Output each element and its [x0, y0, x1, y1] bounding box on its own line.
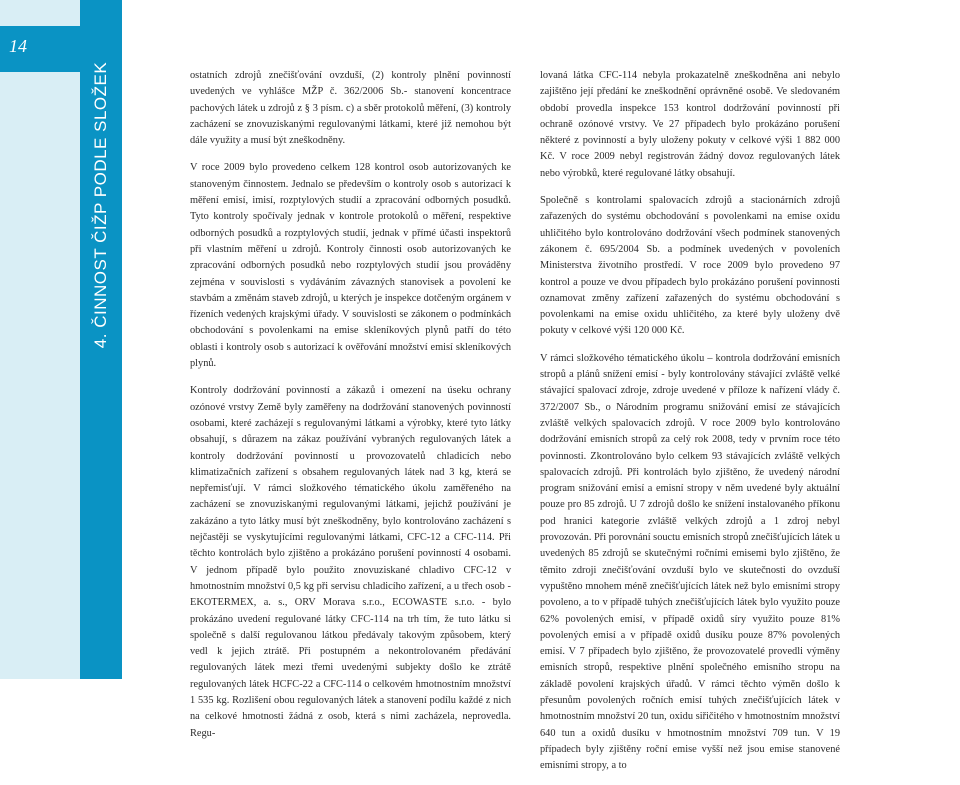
side-margin-strip	[0, 0, 80, 679]
paragraph: lovaná látka CFC-114 nebyla prokazatelně zneškodněna ani nebylo zajištěno její předání ke zneškodnění oprávněné osobě. Ve sledovaném období provedla inspekce 153 kontrol dodržování povinností při ochraně ozónové vrstvy. Ve 27 případech bylo prokázáno porušení některé z povinností a byly uloženy pokuty v celkové výši 1 882 000 Kč. V roce 2009 nebyl registrován žádný dovoz regulovaných látek nebo výrobků, které regulované látky obsahují.	[540, 70, 840, 179]
page-number: 14	[9, 36, 27, 56]
text-column-right	[540, 68, 840, 785]
paragraph: Společně s kontrolami spalovacích zdrojů a stacionárních zdrojů zařazených do systému obchodování s povolenkami na emise oxidu uhličitého bylo kontrolováno dodržování všech podmínek stanovených zákonem č. 695/2004 Sb. a podmínek uvedených v povoleních Ministerstva životního prostředí. V roce 2009 bylo provedeno 97 kontrol a pouze ve dvou případech bylo prokázáno porušení povinnosti oznamovat změny zařízení zařazených do systému obchodování s povolenkami na emise oxidu uhličitého, za které byly uloženy dvě pokuty v celkové výši 120 000 Kč.	[540, 195, 840, 337]
paragraph: V rámci složkového tématického úkolu – kontrola dodržování emisních stropů a plánů snížení emisí - byly kontrolovány stávající zvláště velké stávající spalovací zdroje, zdroje uvedené v příloze k nařízení vlády č. 372/2007 Sb., o Národním programu snižování emisí ze stávajících zvláště velkých spalovacích zdrojů. V roce 2009 bylo kontrolováno dodržování emisních stropů za celý rok 2008, tedy v prvním roce této povinnosti. Zkontrolováno bylo celkem 93 stávajících zvláště velkých spalovacích zdrojů. Při kontrolách bylo zjištěno, že uvedený národní program snižování emisí a emisní stropy v něm uvedené byly aktuální pouze pro 85 zdrojů. U 7 zdrojů došlo ke snížení instalovaného příkonu pod hranici kategorie zvláště velkých zdrojů a 1 zdroj nebyl provozován. Při porovnání souctu emisních stropů znečišťujících látek u uvedených 85 zdrojů se skutečnými ročními emisemi bylo zjištěno, že těmito zdroji znečišťování ovzduší bylo ve skutečnosti do ovzduší vypuštěno mnohem méně znečišťujících látek než bylo emisními stropy povoleno, a to v případě tuhých znečišťujících látek bylo využito pouze 62% povolených emisí, v případě oxidů síry využito pouze 81% povolených emisí a v případě oxidů dusíku pouze 87% povolených emisí. V 7 případech bylo zjištěno, že provozovatelé provedli výměny emisních stropů, respektive plnění společného emisního stropu na základě povolení krajských úřadů. V rámci těchto výměn došlo k přesunům povolených ročních emisí tuhých znečišťujících látek v hmotnostním množství 20 tun, oxidu siřičitého v hmotnostním množství 640 tun a oxidů dusíku v hmotnostním množství 709 tun. V 19 případech byly zjištěny roční emise vyšší než jsou emise stanovené emisními stropy, a to	[540, 352, 841, 772]
paragraph: Kontroly dodržování povinností a zákazů i omezení na úseku ochrany ozónové vrstvy Země byly zaměřeny na dodržování stanovených povinností osobami, které zacházejí s regulovanými látkami a výrobky, které tyto látky obsahují, s důrazem na zákaz používání vybraných regulovaných látek a kontroly dodržování povinností u provozovatelů chladicích nebo klimatizačních zařízení s obsahem regulovaných látek nad 3 kg, která se nepřemisťují. V rámci složkového tématického úkolu zaměřeného na zacházení se znovuziskanými regulovanými látkami, jejichž používání je zakázáno a tyto látky musí být zneškodněny, bylo kontrolováno zacházení s nejčastěji se vyskytujícími regulovanými látkami, CFC-12 a CFC-114. Při těchto kontrolách bylo zjištěno a prokázáno porušení povinností 4 osobami. V jednom případě bylo použito znovuziskané chladivo CFC-12 v hmotnostním množství 0,5 kg při servisu chladicího zařízení, a u třech osob - EKOTERMEX, a. s., ORV Morava s.r.o., ECOWASTE s.r.o. - bylo prokázáno uvedení regulované látky CFC-114 na trh tím, že tuto látku si společně s další regulovanou látkou předávaly takovým způsobem, který vedl k jejich ztrátě. Při postupném a nekontrolovaném předávání regulovaných látek mezi třemi uvedenými subjekty došlo ke ztrátě regulovaných látek HCFC-22 a CFC-114 o celkovém hmotnostním množství 1 535 kg. Rozlišení obou regulovaných látek a stanovení podílu každé z nich na celkové hmotnosti žádná z osob, která s nimi zacházela, neprovedla. Regu-	[190, 385, 511, 739]
chapter-title: 4. ČINNOST ČIŽP PODLE SLOŽEK	[91, 61, 110, 349]
paragraph: ostatních zdrojů znečišťování ovzduší, (2) kontroly plnění povinností uvedených ve vyhlášce MŽP č. 362/2006 Sb.- stanovení koncentrace pachových látek u zdrojů z § 3 písm. c) a sběr protokolů měření, (3) kontroly zacházení se znovuziskanými regulovanými látkami, které již nemohou být dále využity a musí být zneškodněny.	[190, 70, 511, 147]
paragraph: V roce 2009 bylo provedeno celkem 128 kontrol osob autorizovaných ke stanoveným činnostem. Jednalo se především o kontroly osob s autorizací k měření emisí, imisí, rozptylových studií a zpracování odborných posudků. Tyto kontroly spočívaly jednak v kontrole protokolů o měření, respektive odborných posudků a rozptylových studií, jednak v přímé účasti inspektorů při vlastním měření u zdrojů. Kontroly činnosti osob autorizovaných ke zpracování odborných posudků nebo rozptylových studií jsou prováděny zejména v souvislosti s vydáváním závazných stanovisek a povolení ke stavbám a změnám staveb zdrojů, u kterých je inspekce dotčeným orgánem v řízeních vedených krajskými úřady. V souvislosti se zákonem o podmínkách obchodování s povolenkami na emise skleníkových plynů patří do této oblasti i kontroly osob s autorizací k ověřování množství emisí skleníkových plynů.	[190, 162, 511, 370]
text-column-left	[190, 68, 511, 753]
